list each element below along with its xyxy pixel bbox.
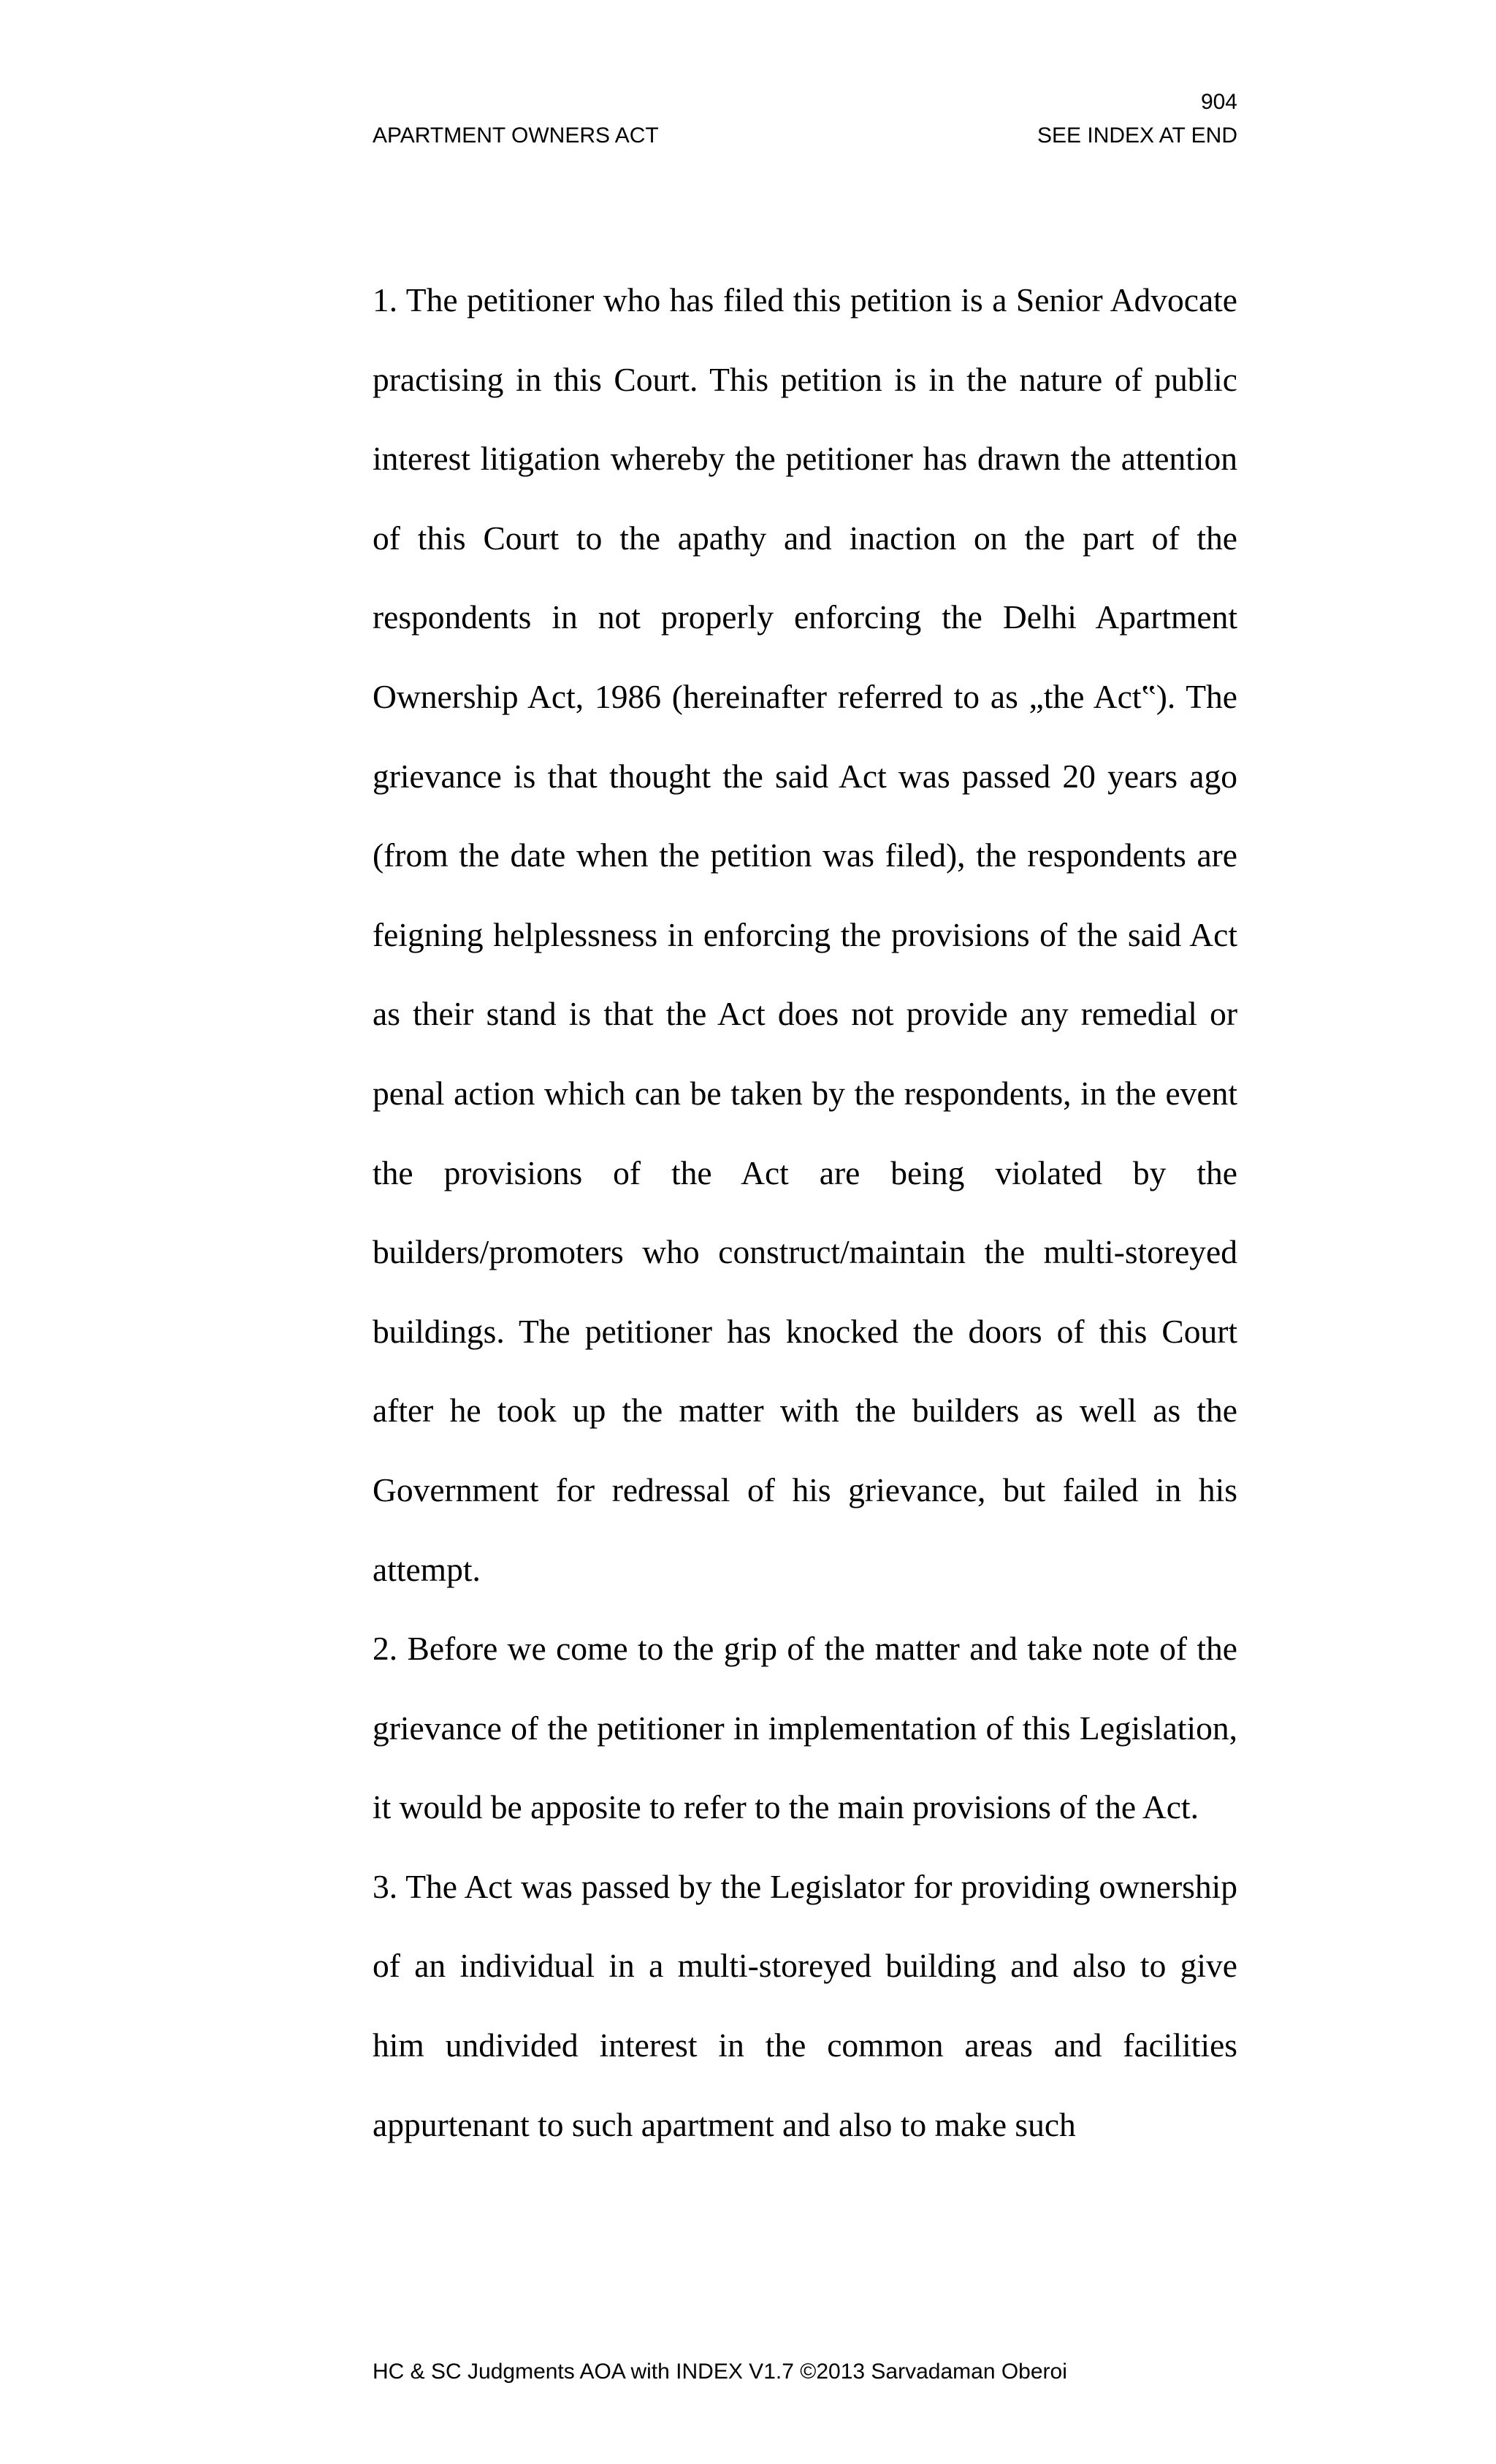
running-header [373,123,1237,149]
document-body [373,261,1237,2164]
paragraph-1: 1. The petitioner who has filed this petition is a Senior Advocate practising in this Court. This petition is in the nature of public interest litigation whereby the petitioner has drawn the attention of this Court to the apathy and inaction on the part of the respondents in not properly enforcing the Delhi Apartment Ownership Act, 1986 (hereinafter referred to as „the Act‟). The grievance is that thought the said Act was passed 20 years ago (from the date when the petition was filed), the respondents are feigning helplessness in enforcing the provisions of the said Act as their stand is that the Act does not provide any remedial or penal action which can be taken by the respondents, in the event the provisions of the Act are being violated by the builders/promoters who construct/maintain the multi-storeyed buildings. The petitioner has knocked the doors of this Court after he took up the matter with the builders as well as the Government for redressal of his grievance, but failed in his attempt. [373,281,1237,1588]
header-title-right: SEE INDEX AT END [1037,123,1237,148]
paragraph-2: 2. Before we come to the grip of the matter and take note of the grievance of the petitioner in implementation of this Legislation, it would be apposite to refer to the main provisions of the Act. [373,1630,1237,1826]
header-title-left: APARTMENT OWNERS ACT [373,123,659,148]
page-number: 904 [1200,90,1237,114]
page-footer: HC & SC Judgments AOA with INDEX V1.7 ©2013 Sarvadaman Oberoi [373,2360,1067,2384]
paragraph-3: 3. The Act was passed by the Legislator for providing ownership of an individual in a multi-storeyed building and also to give him undivided interest in the common areas and facilities appurtenant to such apartment and also to make such [373,1867,1237,2143]
